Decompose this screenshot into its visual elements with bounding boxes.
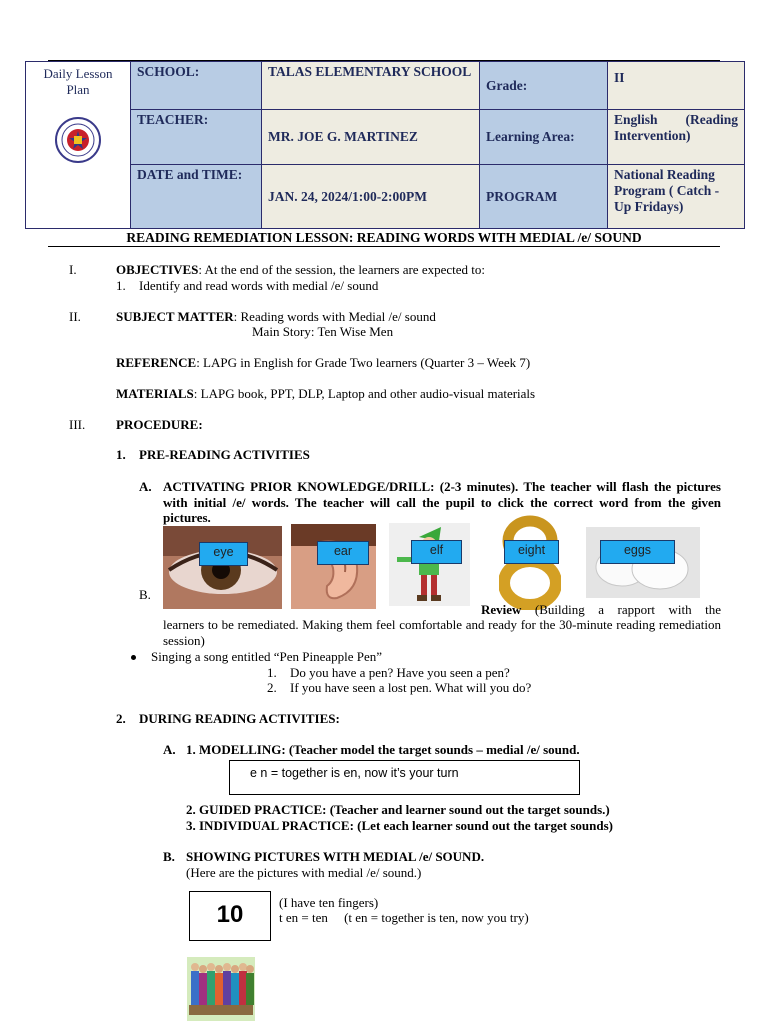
grade-value: II — [608, 62, 745, 110]
procedure-label: PROCEDURE: — [116, 417, 203, 432]
review-first: (Building a rapport with the — [521, 602, 721, 617]
grade-label: Grade: — [480, 62, 608, 110]
eight-label[interactable]: eight — [504, 540, 559, 564]
individual-practice: 3. INDIVIDUAL PRACTICE: (Let each learner sound out the target sounds) — [186, 818, 613, 833]
objectives-text: : At the end of the session, the learners are expected to: — [198, 262, 485, 277]
question-2: If you have seen a lost pen. What will you do? — [290, 680, 532, 695]
eight-picture[interactable] — [499, 515, 561, 610]
pre-a-letter: A. — [139, 479, 152, 494]
during-reading-num: 2. — [116, 711, 126, 726]
review-first-line — [481, 602, 721, 618]
teacher-value: MR. JOE G. MARTINEZ — [262, 110, 480, 165]
pre-reading-title: PRE-READING ACTIVITIES — [139, 447, 310, 462]
eye-icon — [163, 526, 282, 609]
ten-caption: (I have ten fingers) — [279, 895, 379, 910]
review-label: Review — [481, 602, 522, 617]
lesson-title: READING REMEDIATION LESSON: READING WORDS WITH MEDIAL /e/ SOUND — [126, 230, 642, 245]
song-text: Singing a song entitled “Pen Pineapple Pen” — [151, 649, 383, 664]
question-1: Do you have a pen? Have you seen a pen? — [290, 665, 510, 680]
question-2-num: 2. — [267, 680, 277, 695]
pre-a-text: ACTIVATING PRIOR KNOWLEDGE/DRILL: (2-3 minutes). The teacher will flash the pictures with initial /e/ words. The teacher will call the pupil to click the correct word from the given pictures. — [163, 479, 721, 525]
area-label: Learning Area: — [480, 110, 608, 165]
during-reading-title: DURING READING ACTIVITIES: — [139, 711, 340, 726]
subject-line — [116, 309, 436, 325]
eye-label[interactable]: eye — [199, 542, 248, 566]
guided-practice: 2. GUIDED PRACTICE: (Teacher and learner sound out the target sounds.) — [186, 802, 610, 817]
program-label: PROGRAM — [480, 165, 608, 229]
elf-icon — [389, 523, 470, 606]
elf-picture[interactable] — [389, 523, 470, 606]
eggs-picture[interactable] — [586, 527, 700, 598]
title-rule — [48, 246, 720, 247]
objectives-label: OBJECTIVES — [116, 262, 199, 277]
modelling-text: 1. MODELLING: (Teacher model the target sounds – medial /e/ sound. — [186, 742, 580, 757]
review-rest: learners to be remediated. Making them feel comfortable and ready for the 30-minute reading remediation session) — [163, 617, 721, 648]
elf-label[interactable]: elf — [411, 540, 462, 564]
pictures-note: (Here are the pictures with medial /e/ sound.) — [186, 865, 422, 880]
ear-picture[interactable] — [291, 524, 376, 609]
dlp-cell — [26, 62, 131, 229]
ten-number-box: 10 — [189, 891, 271, 941]
ear-label[interactable]: ear — [317, 541, 369, 565]
pictures-title: SHOWING PICTURES WITH MEDIAL /e/ SOUND. — [186, 849, 485, 864]
wise-men-icon — [187, 957, 255, 1021]
reference-line — [116, 355, 530, 371]
materials-line — [116, 386, 535, 402]
subject-text: : Reading words with Medial /e/ sound — [233, 309, 436, 324]
subject-label: SUBJECT MATTER — [116, 309, 234, 324]
reference-label: REFERENCE — [116, 355, 197, 370]
materials-text: : LAPG book, PPT, DLP, Laptop and other audio-visual materials — [193, 386, 536, 401]
program-value: National Reading Program ( Catch - Up Fridays) — [608, 165, 745, 229]
dlp-label: Daily Lesson Plan — [43, 66, 113, 97]
datetime-label: DATE and TIME: — [131, 165, 262, 229]
objective-item-num: 1. — [116, 278, 126, 293]
ten-line: t en = ten (t en = together is ten, now you try) — [279, 910, 529, 925]
datetime-value: JAN. 24, 2024/1:00-2:00PM — [262, 165, 480, 229]
song-bullet — [131, 655, 136, 660]
area-value: English (Reading Intervention) — [608, 110, 745, 165]
subject-story: Main Story: Ten Wise Men — [252, 324, 394, 339]
eye-picture[interactable] — [163, 526, 282, 609]
reference-text: : LAPG in English for Grade Two learners (Quarter 3 – Week 7) — [196, 355, 531, 370]
header-table — [25, 61, 745, 229]
model-box: e n = together is en, now it’s your turn — [229, 760, 580, 795]
pre-b-letter: B. — [139, 587, 151, 602]
during-a-letter: A. — [163, 742, 176, 757]
during-b-letter: B. — [163, 849, 175, 864]
objectives-line — [116, 262, 485, 278]
ear-icon — [291, 524, 376, 609]
school-value: TALAS ELEMENTARY SCHOOL — [262, 62, 480, 110]
materials-label: MATERIALS — [116, 386, 194, 401]
deped-seal-icon — [54, 116, 102, 164]
procedure-num: III. — [69, 417, 86, 432]
subject-num: II. — [69, 309, 81, 324]
objective-item: Identify and read words with medial /e/ sound — [139, 278, 379, 293]
pre-reading-num: 1. — [116, 447, 126, 462]
eggs-label[interactable]: eggs — [600, 540, 675, 564]
question-1-num: 1. — [267, 665, 277, 680]
objectives-num: I. — [69, 262, 77, 277]
teacher-label: TEACHER: — [131, 110, 262, 165]
ten-wise-men-picture — [187, 957, 255, 1021]
school-label: SCHOOL: — [131, 62, 262, 110]
